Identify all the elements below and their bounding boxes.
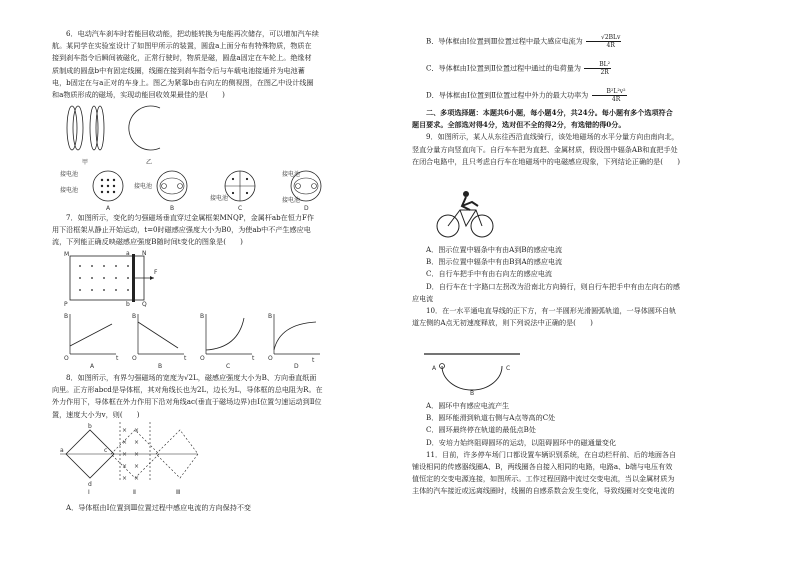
q7-graphs bbox=[62, 310, 322, 370]
q8-line-1: 8．如图所示，有界匀强磁场的宽度为√2L，磁感应强度大小为B、方向垂直纸面 bbox=[66, 373, 317, 382]
letter-a: a bbox=[60, 447, 64, 454]
q10-option-a: A．圆环中有感应电流产生 bbox=[426, 401, 510, 410]
q8-option-c-text: C．导体框由Ⅰ位置到Ⅱ位置过程中通过的电荷量为 bbox=[426, 63, 581, 73]
svg-text:×: × bbox=[134, 463, 140, 470]
field-crosses bbox=[122, 427, 139, 482]
axis-b-label: B bbox=[64, 313, 69, 320]
q10-options-block bbox=[412, 400, 752, 498]
left-column bbox=[52, 28, 390, 101]
q10-line-1: 10．在一水平通电直导线的正下方，有一半圆形光滑圆弧轨道，一导体圆环自轨 bbox=[426, 306, 677, 316]
position-i: Ⅰ bbox=[88, 489, 90, 496]
fig-label-jia: 甲 bbox=[82, 159, 89, 166]
q8-option-b-text: B．导体框由Ⅰ位置到Ⅲ位置过程中最大感应电流为 bbox=[426, 36, 583, 46]
q8-line-3: 外力作用下，导体框在外力作用下沿对角线ac(垂直于磁场边界)由Ⅰ位置匀速运动到Ⅱ位 bbox=[52, 397, 322, 407]
graph-a bbox=[64, 313, 119, 370]
q9-option-b: B．图示位置中辐条中有由B到A的感应电流 bbox=[426, 257, 563, 267]
q8-line-2: 向里。正方形abcd是导体框，其对角线长也为2L，边长为L，导体框的总电阻为R。在 bbox=[52, 385, 323, 395]
letter-b: B bbox=[470, 390, 475, 396]
letter-m: M bbox=[64, 251, 70, 258]
q9-option-a: A．图示位置中辐条中有由A到B的感应电流 bbox=[426, 245, 563, 254]
q6-line-3: 接到刹车指令后瞬间被磁化，正常行驶时，物质是磁，圆盘a固定在车轮上。绝缘材 bbox=[52, 53, 312, 63]
graph-d-letter: D bbox=[294, 363, 299, 370]
letter-f: F bbox=[154, 269, 158, 276]
graph-c-letter: C bbox=[226, 363, 231, 370]
letter-d: d bbox=[88, 481, 92, 488]
q7-line-1: 7．如图所示，变化的匀强磁场垂直穿过金属框架MNQP，金属杆ab在恒力F作 bbox=[66, 213, 314, 222]
q6-line-6: 和a物质形成的磁场，实现动能回收效果最佳的是( ) bbox=[52, 90, 225, 100]
q6-line-1: 6．电动汽车刹车时若能回收动能，把动能转换为电能再次储存，可以增加汽车续 bbox=[66, 29, 319, 38]
semicircle-track bbox=[442, 366, 502, 390]
letter-a: A bbox=[432, 365, 437, 372]
option-d-letter: D bbox=[304, 205, 309, 212]
metal-rod-ab bbox=[132, 254, 135, 302]
graph-d bbox=[268, 313, 320, 370]
origin-label: O bbox=[132, 355, 137, 362]
svg-text:×: × bbox=[122, 439, 128, 446]
q11-line-4: 主体的汽车接近或远离线圈时，线圈的自感系数会发生变化，导致线圈对交变电流的 bbox=[412, 486, 675, 496]
q6-line-4: 质制成的圆盘b中有固定线圈，线圈在接到刹车指令后与车载电池接通并为电池蓄 bbox=[52, 65, 305, 75]
svg-text:×: × bbox=[134, 427, 140, 434]
axis-t-label: t bbox=[252, 355, 255, 362]
q6-line-2: 航。某同学在实验室设计了如图甲所示的装置，圆盘a上面分布有特殊物质，物质在 bbox=[52, 41, 312, 51]
q8-option-c-fraction bbox=[584, 61, 611, 76]
q8-option-c-num: BL² bbox=[584, 61, 611, 69]
q7-line-2: 用下沿框架从静止开始运动，t=0时磁感应强度大小为B0，为使ab中不产生感应电 bbox=[52, 225, 311, 235]
q8-option-d-num: B²L²v² bbox=[592, 88, 627, 96]
graph-b-letter: B bbox=[158, 363, 163, 370]
q10-option-b: B．圆环能滑到轨道右侧与A点等高的C处 bbox=[426, 413, 556, 423]
force-arrow-icon bbox=[150, 276, 154, 280]
letter-p: P bbox=[64, 301, 68, 308]
svg-text:×: × bbox=[134, 439, 140, 446]
q9-line-3: 在闭合电路中，且只考虑自行车在地磁场中的电磁感应现象，下列结论正确的是( ) bbox=[412, 156, 681, 166]
origin-label: O bbox=[268, 355, 273, 362]
q8-option-d-den: 4R bbox=[611, 96, 621, 103]
option-c-coil-icon bbox=[210, 171, 255, 212]
q8-option-c bbox=[412, 61, 752, 76]
q9-option-c: C．自行车把手中有由右向左的感应电流 bbox=[426, 269, 553, 279]
letter-c: c bbox=[104, 447, 108, 454]
option-b-coil-icon bbox=[134, 171, 187, 212]
origin-label: O bbox=[64, 355, 69, 362]
q8-option-c-den: 2R bbox=[600, 69, 609, 76]
connect-battery-label: 接电池 bbox=[210, 195, 229, 202]
q8-option-b-den: 4R bbox=[606, 42, 615, 49]
q8-option-a-block bbox=[52, 502, 390, 514]
axis-b-label: B bbox=[132, 313, 137, 320]
connect-battery-label: 接电池 bbox=[282, 171, 301, 178]
option-c-letter: C bbox=[238, 205, 243, 212]
position-iii: Ⅲ bbox=[176, 489, 181, 496]
side-view-arc-icon bbox=[129, 106, 160, 150]
q8-block bbox=[52, 372, 390, 421]
section-2-heading-line-2: 题目要求。全部选对得4分，选对但不全的得2分，有选错的得0分。 bbox=[412, 120, 626, 130]
q11-line-1: 11．目前，许多停车场门口都设置车辆识别系统，在自动栏杆前、后的地面各自 bbox=[426, 449, 677, 459]
q9-option-d-cont: 应电流 bbox=[412, 293, 434, 303]
q9-option-d: D．自行车在十字路口左拐改为沿南北方向骑行，则自行车把手中有由左向右的感 bbox=[426, 281, 680, 291]
q9-options-block bbox=[412, 244, 752, 329]
q6-figure-top bbox=[60, 104, 180, 168]
q6-line-5: 电，b固定在与a正对的车身上。图乙为紧靠b由右向左的侧视图，在图乙中设计线圈 bbox=[52, 77, 314, 87]
option-a-letter: A bbox=[106, 205, 111, 212]
svg-text:×: × bbox=[134, 451, 140, 458]
letter-q: Q bbox=[142, 301, 147, 308]
option-a-coil-icon bbox=[60, 170, 123, 212]
q11-line-3: 值恒定的交变电源连接，如图所示。工作过程回路中流过交变电流，当以金属材质为 bbox=[412, 474, 675, 484]
origin-label: O bbox=[200, 355, 205, 362]
q7-line-3: 流，下列能正确反映磁感应强度B随时间t变化的图象是( ) bbox=[52, 237, 243, 247]
axis-t-label: t bbox=[184, 355, 187, 362]
q8-option-b-num: √2BLv bbox=[586, 34, 621, 42]
svg-text:×: × bbox=[122, 427, 128, 434]
svg-text:×: × bbox=[134, 475, 140, 482]
q8-option-b bbox=[412, 34, 752, 49]
axis-b-label: B bbox=[268, 313, 273, 320]
q8-option-d bbox=[412, 88, 752, 103]
q9-line-2: 竖直分量方向竖直向下。自行车车把为直把、金属材质，假设图中辐条AB和直把手处 bbox=[412, 144, 678, 154]
letter-b: b bbox=[88, 423, 92, 430]
q8-option-d-text: D．导体框由Ⅰ位置到Ⅱ位置过程中外力的最大功率为 bbox=[426, 90, 589, 100]
q10-line-2: 道左侧的A点无初速度释放，则下列说法中正确的是( ) bbox=[412, 318, 593, 328]
q8-option-b-fraction bbox=[586, 34, 621, 49]
q7-frame-figure bbox=[62, 250, 162, 308]
q8-option-d-fraction bbox=[592, 88, 627, 103]
position-ii: Ⅱ bbox=[133, 489, 136, 496]
fig-label-yi: 乙 bbox=[146, 159, 153, 166]
letter-b: b bbox=[126, 301, 130, 308]
option-d-coil-icon bbox=[282, 170, 321, 212]
disk-b-icon bbox=[90, 106, 104, 150]
connect-battery-label: 接电池 bbox=[60, 187, 79, 194]
axis-b-label: B bbox=[200, 313, 205, 320]
q11-line-2: 铺设相同的传感器线圈A、B，两线圈各自接入相同的电路，电路a、b端与电压有效 bbox=[412, 462, 673, 472]
graph-a-letter: A bbox=[90, 363, 95, 370]
magnetic-field-dots bbox=[79, 265, 129, 291]
q9-line-1: 9．如图所示，某人从东往西沿直线骑行，该处地磁场的水平分量方向由南向北， bbox=[426, 132, 679, 142]
q6-options-figure bbox=[60, 168, 340, 212]
option-b-letter: B bbox=[170, 205, 175, 212]
letter-c: C bbox=[506, 365, 511, 372]
q7-block bbox=[52, 212, 390, 249]
axis-t-label: t bbox=[312, 357, 315, 364]
q8-figure bbox=[60, 420, 200, 496]
q8-option-a: A．导体框由Ⅰ位置到Ⅲ位置过程中感应电流的方向保持不变 bbox=[66, 503, 252, 512]
graph-b bbox=[132, 313, 187, 370]
section-2-heading-line-1: 二、多项选择题：本题共6小题，每小题4分，共24分。每小题有多个选项符合 bbox=[426, 108, 673, 117]
q10-option-d: D．安培力始终阻碍圆环的运动，以阻碍圆环中的磁通量变化 bbox=[426, 437, 617, 447]
disk-a-icon bbox=[67, 106, 83, 150]
q10-figure bbox=[424, 350, 524, 396]
q10-option-c: C．圆环最终停在轨道的最低点B处 bbox=[426, 425, 536, 435]
letter-n: N bbox=[142, 250, 147, 257]
right-column bbox=[412, 34, 752, 168]
graph-c bbox=[200, 313, 255, 370]
connect-battery-label: 接电池 bbox=[134, 183, 153, 190]
connect-battery-label: 接电池 bbox=[282, 197, 301, 204]
bicycle-rider-icon bbox=[436, 188, 496, 240]
q8-line-4: 置，速度大小为v，则( ) bbox=[52, 409, 140, 419]
svg-text:×: × bbox=[122, 451, 128, 458]
connect-battery-label: 接电池 bbox=[60, 171, 79, 178]
letter-a: a bbox=[126, 250, 130, 257]
svg-text:×: × bbox=[122, 463, 128, 470]
svg-text:×: × bbox=[122, 475, 128, 482]
axis-t-label: t bbox=[116, 355, 119, 362]
